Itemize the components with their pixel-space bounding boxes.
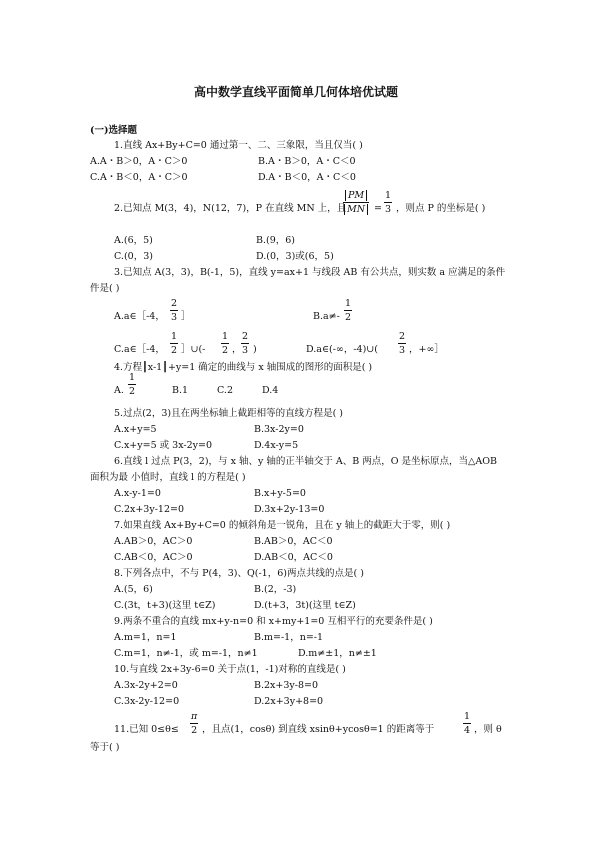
q3-a-num: 2 [171, 298, 178, 309]
q8-option-b: B.(2，-3) [254, 584, 297, 595]
q8-option-d: D.(t+3，3t)(这里 t∈Z) [254, 600, 356, 611]
q3-option-c-post: ) [253, 344, 257, 355]
q11-stem-line2: 等于( ) [90, 742, 120, 753]
q4-option-b: B.1 [172, 385, 189, 396]
q7-stem: 7.如果直线 Ax+By+C=0 的倾斜角是一锐角，且在 y 轴上的截距大于零，则( ) [114, 520, 451, 531]
q11-stem-pre: 11.已知 0≤θ≤ [114, 724, 179, 735]
q3-c-num1: 1 [171, 331, 178, 342]
q5-option-a: A.x+y=5 [114, 424, 157, 435]
q10-option-d: D.2x+3y+8=0 [254, 696, 324, 707]
q3-c-den1: 2 [171, 345, 178, 356]
q1-option-c: C.A・B＜0，A・C＞0 [90, 172, 188, 183]
q9-option-a: A.m=1，n=1 [114, 632, 177, 643]
q11-stem-post: ，则 θ [474, 724, 502, 735]
q8-option-a: A.(5，6) [114, 584, 153, 595]
q3-d-den: 3 [399, 345, 406, 356]
q3-option-d-fraction [398, 331, 406, 356]
q4-option-c: C.2 [217, 385, 233, 396]
q10-option-b: B.2x+3y-8=0 [254, 680, 319, 691]
q3-option-c-mid: ］∪(- [181, 344, 206, 355]
q1-option-a: A.A・B＞0，A・C＞0 [90, 156, 188, 167]
q2-ratio-fraction [384, 190, 392, 215]
q3-c-num2: 1 [222, 331, 229, 342]
q7-option-b: B.AB＞0，AC＜0 [254, 536, 333, 547]
q1-option-b: B.A・B＞0，A・C＜0 [258, 156, 356, 167]
q7-option-a: A.AB＞0，AC＞0 [114, 536, 193, 547]
q4-a-num: 1 [129, 372, 136, 383]
q4-a-den: 2 [129, 386, 136, 397]
q6-option-b: B.x+y-5=0 [254, 488, 306, 499]
q3-option-c-fraction-1 [170, 331, 178, 356]
q2-option-d: D.(0，3)或(6，5) [256, 251, 334, 262]
q3-option-d-pre: D.a∈(-∞，-4)∪( [306, 344, 378, 355]
q4-option-a-fraction [128, 372, 136, 397]
q3-option-c-pre: C.a∈［-4， [114, 344, 165, 355]
q11-pi-fraction [190, 711, 198, 736]
q11-r-num: 1 [464, 711, 471, 722]
q10-option-a: A.3x-2y+2=0 [114, 680, 178, 691]
q3-d-num: 2 [399, 331, 406, 342]
q11-pi-den: 2 [191, 725, 198, 736]
q3-option-c-mid2: ， [232, 344, 242, 355]
q4-option-a-pre: A. [114, 385, 124, 396]
q3-option-c-fraction-3 [241, 331, 249, 356]
q6-stem-line1: 6.直线 l 过点 P(3，2)，与 x 轴、y 轴的正半轴交于 A、B 两点，O 是坐标原点，当△AOB [114, 456, 497, 467]
q10-option-c: C.3x-2y-12=0 [114, 696, 180, 707]
q11-r-den: 4 [464, 725, 471, 736]
q3-option-c-fraction-2 [221, 331, 229, 356]
q4-option-d: D.4 [262, 385, 279, 396]
q3-stem-line2: 件是( ) [90, 283, 120, 294]
q11-ratio-fraction [463, 711, 471, 736]
q3-c-den3: 3 [242, 345, 249, 356]
q9-stem: 9.两条不重合的直线 mx+y-n=0 和 x+my+1=0 互相平行的充要条件是( ) [114, 616, 433, 627]
q2-option-b: B.(9，6) [256, 235, 296, 246]
q3-option-a-post: ］ [181, 311, 191, 322]
q2-ratio-num: 1 [385, 190, 392, 201]
q1-stem: 1.直线 Ax+By+C=0 通过第一、二、三象限，当且仅当( ) [114, 140, 363, 151]
q5-option-c: C.x+y=5 或 3x-2y=0 [114, 440, 213, 451]
q5-option-b: B.3x-2y=0 [254, 424, 304, 435]
q9-option-c: C.m=1，n≠-1，或 m=-1，n≠1 [114, 648, 258, 659]
q11-stem-mid: ，且点(1，cosθ) 到直线 xsinθ+ycosθ=1 的距离等于 [202, 724, 435, 735]
q8-option-c: C.(3t，t+3)(这里 t∈Z) [114, 600, 216, 611]
q2-option-c: C.(0，3) [114, 251, 153, 262]
q4-stem: 4.方程┃x-1┃+y=1 确定的曲线与 x 轴围成的图形的面积是( ) [114, 362, 373, 373]
q3-b-den: 2 [345, 312, 352, 323]
q3-c-den2: 2 [222, 345, 229, 356]
q2-option-a: A.(6，5) [114, 235, 153, 246]
q3-c-num3: 2 [242, 331, 249, 342]
q7-option-d: D.AB＜0，AC＜0 [254, 552, 333, 563]
q2-abs-fraction [343, 190, 369, 215]
q3-stem-line1: 3.已知点 A(3，3)，B(-1，5)，直线 y=ax+1 与线段 AB 有公共点，则实数 a 应满足的条件 [114, 267, 506, 278]
q5-stem: 5.过点(2，3)且在两坐标轴上截距相等的直线方程是( ) [114, 408, 343, 419]
q11-pi-num: π [191, 711, 198, 722]
q2-abs-num: PM [345, 190, 367, 201]
q10-stem: 10.与直线 2x+3y-6=0 关于点(1，-1)对称的直线是( ) [114, 664, 346, 675]
q3-option-b-pre: B.a≠- [313, 311, 340, 322]
q8-stem: 8.下列各点中，不与 P(4，3)、Q(-1，6)两点共线的点是( ) [114, 568, 364, 579]
q6-option-c: C.2x+3y-12=0 [114, 504, 185, 515]
q2-stem-post: ，则点 P 的坐标是( ) [396, 203, 486, 214]
q9-option-b: B.m=-1，n=-1 [254, 632, 324, 643]
section-heading: (一)选择题 [90, 125, 137, 136]
q6-stem-line2: 面积为最 小值时，直线 l 的方程是( ) [90, 472, 246, 483]
q2-ratio-den: 3 [385, 204, 392, 215]
page-title: 高中数学直线平面简单几何体培优试题 [194, 85, 399, 99]
q9-option-d: D.m≠±1，n≠±1 [298, 648, 377, 659]
q3-b-num: 1 [345, 298, 352, 309]
q3-option-d-post: ，+∞］ [409, 344, 444, 355]
q2-eq: = [374, 203, 382, 214]
q2-abs-den: MN [344, 204, 368, 215]
q3-option-a-pre: A.a∈［-4， [114, 311, 165, 322]
q3-option-b-fraction [344, 298, 352, 323]
q3-option-a-fraction [170, 298, 178, 323]
q7-option-c: C.AB＜0，AC＞0 [114, 552, 193, 563]
q5-option-d: D.4x-y=5 [254, 440, 299, 451]
q1-option-d: D.A・B＜0，A・C＜0 [258, 172, 356, 183]
q3-a-den: 3 [171, 312, 178, 323]
q6-option-d: D.3x+2y-13=0 [254, 504, 325, 515]
q6-option-a: A.x-y-1=0 [114, 488, 161, 499]
q2-stem-pre: 2.已知点 M(3，4)，N(12，7)，P 在直线 MN 上，且 [114, 203, 347, 214]
